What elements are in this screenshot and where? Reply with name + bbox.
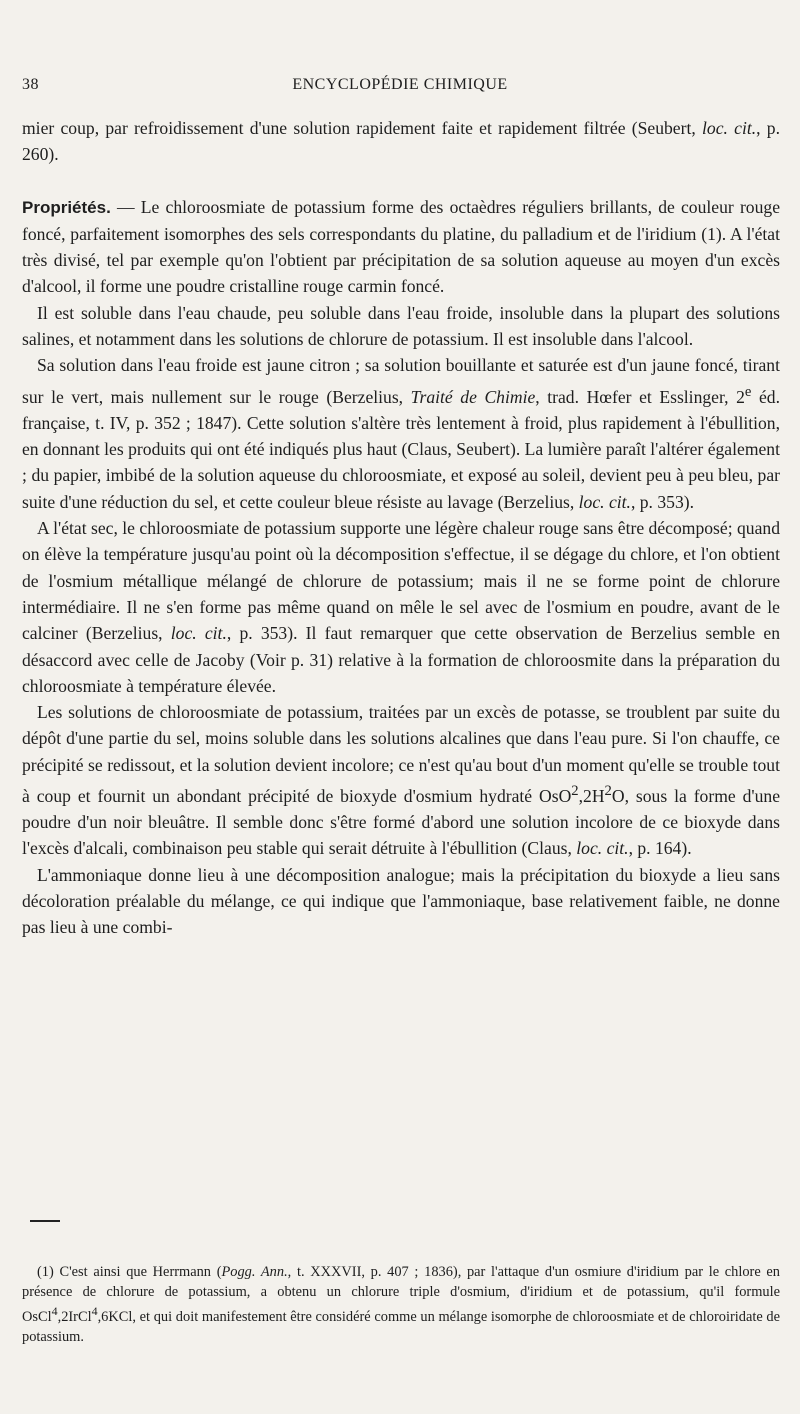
- text-run: , p. 353).: [630, 491, 694, 512]
- superscript: 2: [604, 782, 612, 799]
- superscript: 4: [91, 1304, 98, 1319]
- page-header: [22, 76, 778, 98]
- superscript: 4: [51, 1304, 58, 1319]
- paragraph-continuation: [22, 115, 780, 168]
- superscript: 2: [571, 782, 579, 799]
- text-run: , p. 353). Il faut remarquer que cette observation de Berzelius semble en désaccord avec celle de Jacoby (Voir p. 31) relative à la formation de chloroosmite dans la préparation du chloroosmiate à température élevée.: [22, 623, 780, 696]
- text-run: ,2IrCl: [57, 1308, 92, 1325]
- footnote-divider: [30, 1220, 60, 1222]
- footnote: [22, 1263, 780, 1347]
- paragraph-potash: [22, 699, 780, 862]
- superscript: e: [744, 383, 752, 400]
- paragraph-dry-state: [22, 515, 780, 699]
- citation-italic: Traité de Chimie: [410, 386, 536, 407]
- text-run: mier coup, par refroidissement d'une solution rapidement faite et rapidement filtrée (Seubert,: [22, 118, 703, 138]
- section-heading: Propriétés.: [22, 197, 111, 217]
- text-run: — Le chloroosmiate de potassium forme des octaèdres réguliers brillants, de couleur rouge foncé, parfaitement isomorphes des sels correspondants du platine, du palladium et de l'iridium (1). A l'état très divisé, tel par exemple qu'on l'obtient par précipitation de sa solution aqueuse au moyen d'un excès d'alcool, il forme une poudre cristalline rouge carmin foncé.: [22, 196, 780, 297]
- text-run: O, sous la forme d'une poudre d'un noir bleuâtre. Il semble donc s'être formé d'abord une solution incolore de ce bioxyde dans l'excès d'alcali, combinaison peu stable qui serait détruite à l'ébullition (Claus,: [22, 785, 780, 859]
- text-run: , t. XXXVII, p. 407 ; 1836), par l'attaque d'un osmiure d'iridium par le chlore en présence de chlorure de potassium, a obtenu un chlorure triple d'osmium, d'iridium et de potassium, qu'il formule OsCl: [22, 1264, 780, 1325]
- text-run: Les solutions de chloroosmiate de potassium, traitées par un excès de potasse, se troublent par suite du dépôt d'une partie du sel, moins soluble dans les solutions alcalines que dans l'eau pure. Si l'on chauffe, ce précipité se redissout, et la solution devient incolore; ce n'est qu'au bout d'un moment qu'elle se trouble tout à coup et fournit un abondant précipité de bioxyde d'osmium hydraté OsO: [22, 702, 780, 806]
- footnote-text: [22, 1263, 780, 1347]
- citation-italic: loc. cit.: [702, 118, 757, 138]
- text-run: , p. 164).: [628, 838, 692, 859]
- text-run: , p. 260).: [22, 118, 780, 165]
- citation-italic: loc. cit.: [578, 491, 631, 512]
- text-run: (1) C'est ainsi que Herrmann (: [37, 1264, 222, 1280]
- paragraph-properties: [22, 194, 780, 300]
- text-run: A l'état sec, le chloroosmiate de potassium supporte une légère chaleur rouge sans être décomposé; quand on élève la température jusqu'au point où la décomposition s'effectue, il se dégage du chlore, et l'on obtient de l'osmium métallique mélangé de chlorure de potassium; mais il ne se forme point de chlorure intermédiaire. Il ne s'en forme pas même quand on mêle le sel avec de l'osmium en poudre, avant de le calciner (Berzelius,: [22, 518, 780, 644]
- paragraph-solution-color: [22, 352, 780, 515]
- text-run: ,6KCl, et qui doit manifestement être considéré comme un mélange isomorphe de chloroosmiate et de chloroiridate de potassium.: [22, 1308, 780, 1345]
- body-text: [22, 115, 780, 941]
- citation-italic: loc. cit.: [576, 838, 629, 859]
- text-run: éd. française, t. IV, p. 352 ; 1847). Cette solution s'altère très lentement à froid, plus rapidement à l'ébullition, en donnant les produits qui ont été indiqués plus haut (Claus, Seubert). La lumière paraît l'altérer également ; du papier, imbibé de la solution aqueuse du chloroosmiate, et exposé au soleil, devient peu à peu bleu, par suite d'une réduction du sel, et cette couleur bleue résiste au lavage (Berzelius,: [22, 386, 780, 512]
- citation-italic: loc. cit.: [170, 623, 227, 644]
- text-run: Sa solution dans l'eau froide est jaune citron ; sa solution bouillante et saturée est d'un jaune foncé, tirant sur le vert, mais nullement sur le rouge (Berzelius,: [22, 355, 780, 407]
- text-run: , trad. Hœfer et Esslinger, 2: [535, 386, 745, 407]
- paragraph-solubility: Il est soluble dans l'eau chaude, peu soluble dans l'eau froide, insoluble dans la plupart des solutions salines, et notamment dans les solutions de chlorure de potassium. Il est insoluble dans l'alcool.: [22, 302, 780, 350]
- running-title: ENCYCLOPÉDIE CHIMIQUE: [292, 76, 508, 93]
- paragraph-ammonia: L'ammoniaque donne lieu à une décomposition analogue; mais la précipitation du bioxyde a lieu sans décoloration préalable du mélange, ce qui indique que l'ammoniaque, base relativement faible, ne donne pas lieu à une combi-: [22, 864, 780, 938]
- citation-italic: Pogg. Ann.: [221, 1264, 288, 1280]
- page-number: 38: [22, 76, 39, 93]
- text-run: ,2H: [578, 785, 605, 806]
